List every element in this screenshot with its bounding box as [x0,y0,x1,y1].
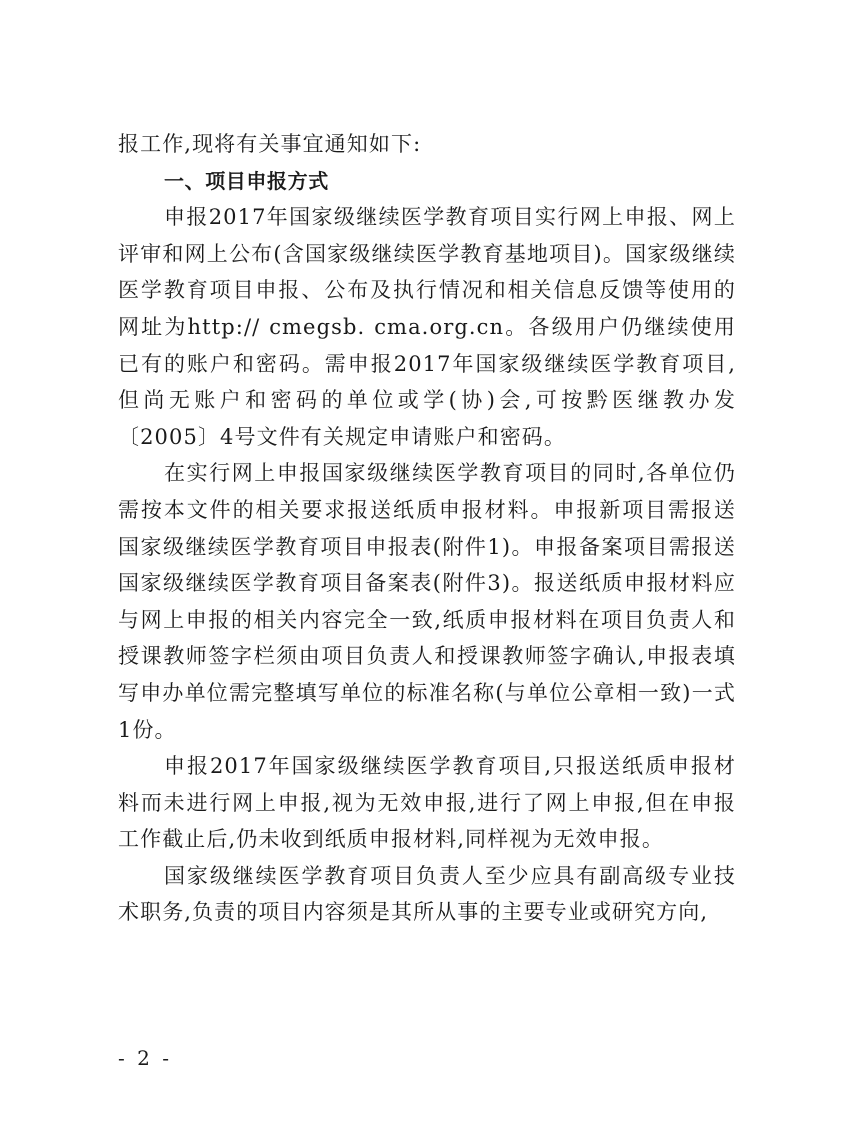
paragraph-paper-materials: 在实行网上申报国家级继续医学教育项目的同时,各单位仍需按本文件的相关要求报送纸质申报材料。申报新项目需报送国家级继续医学教育项目申报表(附件1)。申报备案项目需报送国家级继续医学教育项目备案表(附件3)。报送纸质申报材料应与网上申报的相关内容完全一致,纸质申报材料在项目负责人和授课教师签字栏须由项目负责人和授课教师签字确认,申报表填写申办单位需完整填写单位的标准名称(与单位公章相一致)一式1份。 [118,461,736,742]
page-number: - 2 - [118,1046,172,1070]
paragraph-invalid-application: 申报2017年国家级继续医学教育项目,只报送纸质申报材料而未进行网上申报,视为无效申报,进行了网上申报,但在申报工作截止后,仍未收到纸质申报材料,同样视为无效申报。 [118,754,736,852]
section-heading: 一、项目申报方式 [164,168,329,193]
paragraph-project-leader: 国家级继续医学教育项目负责人至少应具有副高级专业技术职务,负责的项目内容须是其所从事的主要专业或研究方向, [118,863,736,925]
document-body [118,126,736,931]
paragraph-online-application: 申报2017年国家级继续医学教育项目实行网上申报、网上评审和网上公布(含国家级继续医学教育基地项目)。国家级继续医学教育项目申报、公布及执行情况和相关信息反馈等使用的网址为http:// cmegsb. cma.org.cn。各级用户仍继续使用已有的账户和密码。需申报2017年国家级继续医学教育项目,但尚无账户和密码的单位或学(协)会,可按黔医继教办发〔2005〕4号文件有关规定申请账户和密码。 [118,205,736,449]
paragraph-intro: 报工作,现将有关事宜通知如下: [118,132,422,156]
